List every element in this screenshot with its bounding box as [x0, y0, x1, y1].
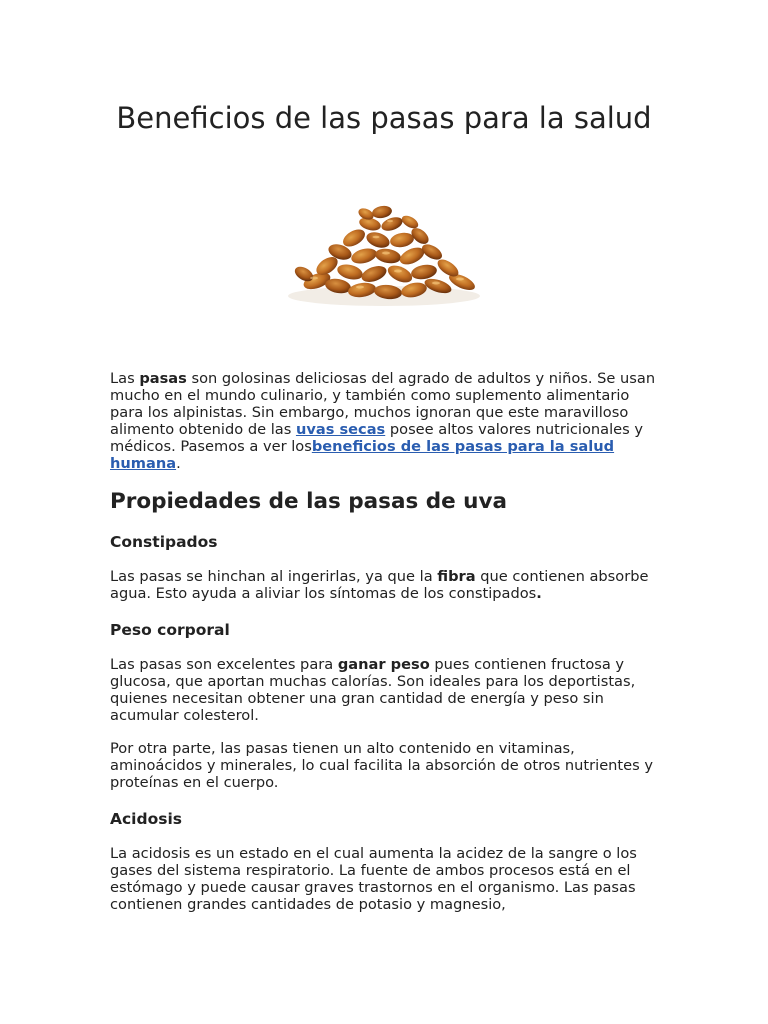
heading-constipados: Constipados — [110, 533, 218, 551]
heading-acidosis: Acidosis — [110, 810, 183, 828]
page-title: Beneficios de las pasas para la salud — [116, 101, 652, 135]
paragraph-acidosis: La acidosis es un estado en el cual aumenta la acidez de la sangre o los gases del sistema respiratorio. La fuente de ambos procesos está en el estómago y puede causar graves trastornos en el organismo. Las pasas contienen grandes cantidades de potasio y magnesio, — [110, 845, 637, 913]
raisins-image — [272, 186, 496, 328]
paragraph-constipados — [110, 568, 662, 602]
bold-fibra: fibra — [437, 568, 476, 585]
paragraph-peso-corporal-1 — [110, 656, 662, 724]
intro-text-4: . — [176, 455, 181, 472]
intro-text-2: son golosinas deliciosas del agrado de adultos y niños. Se usan mucho en el mundo culinario, y también como suplemento alimentario para los alpinistas. Sin embargo, muchos ignoran que este maravilloso alimento obtenido de las — [110, 370, 656, 438]
section-title: Propiedades de las pasas de uva — [110, 489, 508, 514]
link-uvas-secas[interactable]: uvas secas — [295, 421, 386, 438]
text: que contienen absorbe agua. Esto ayuda a aliviar los síntomas de los constipados — [110, 568, 649, 602]
text: pues contienen fructosa y glucosa, que aportan muchas calorías. Son ideales para los deportistas, quienes necesitan obtener una gran cantidad de energía y peso sin acumular colesterol. — [110, 656, 636, 724]
intro-text-3: posee altos valores nutricionales y médicos. Pasemos a ver los — [110, 421, 644, 455]
link-beneficios-pasas[interactable]: beneficios de las pasas para la salud humana — [110, 438, 615, 472]
heading-peso-corporal: Peso corporal — [110, 621, 230, 639]
paragraph-peso-corporal-2: Por otra parte, las pasas tienen un alto contenido en vitaminas, aminoácidos y minerales, lo cual facilita la absorción de otros nutrientes y proteínas en el cuerpo. — [110, 740, 653, 791]
intro-bold-pasas: pasas — [139, 370, 187, 387]
bold-period: . — [536, 585, 542, 602]
bold-ganar-peso: ganar peso — [337, 656, 430, 673]
intro-paragraph — [110, 370, 662, 472]
text: Las pasas son excelentes para — [110, 656, 338, 673]
intro-text-1: Las — [110, 370, 140, 387]
text: Las pasas se hinchan al ingerirlas, ya que la — [110, 568, 438, 585]
